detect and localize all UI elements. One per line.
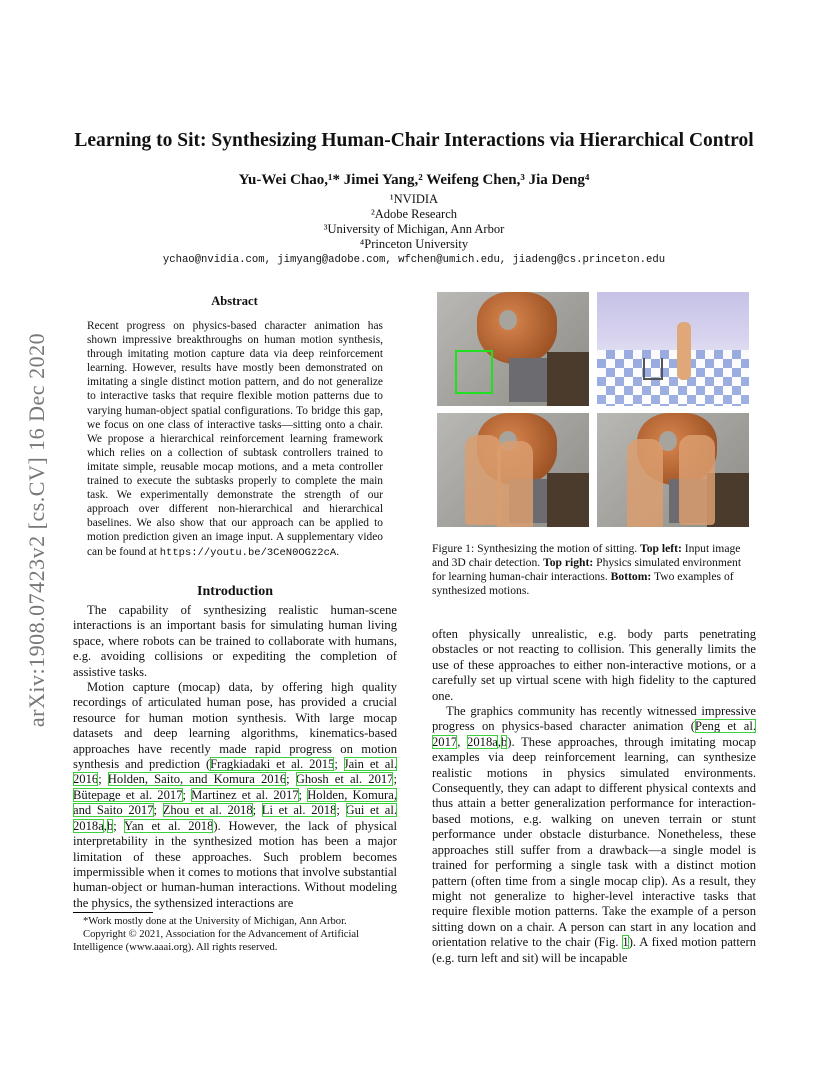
- simulated-humanoid: [677, 322, 691, 380]
- simulated-chair: [643, 358, 663, 380]
- affiliation-1: ¹NVIDIA: [389, 192, 439, 206]
- abstract-body: Recent progress on physics-based character animation has shown impressive breakthroughs on human motion synthesis, through imitating motion capture data via deep reinforcement learning. However, results have mostly been demonstrated on imitating a single distinct motion pattern, and do not generalize to interactive tasks that require flexible motion patterns due to varying human-object spatial configurations. To bridge this gap, we focus on one class of interactive tasks—sitting onto a chair. We propose a hierarchical reinforcement learning framework which relies on a collection of subtask controllers trained to imitate simple, reusable mocap motions, and a meta controller trained to execute the subtasks properly to complete the main task. We experimentally demonstrate the strength of our approach over different non-hierarchical and hierarchical baselines. We also show that our approach can be applied to motion prediction given an image input. A supplementary video can be found at https://youtu.be/3CeN0OGz2cA.: [87, 320, 383, 559]
- citation-link[interactable]: Bütepage et al. 2017: [73, 787, 183, 802]
- citation-link[interactable]: b: [106, 818, 114, 833]
- figure-panel-motion-1: [437, 413, 589, 527]
- footnote-rule: [73, 912, 153, 913]
- intro-paragraph-3: often physically unrealistic, e.g. body parts penetrating obstacles or not reacting to collision. This generally limits the use of these approaches to either non-interactive motions, or a carefully set up virtual scene with high fidelity to the captured one.: [432, 627, 756, 703]
- desk: [547, 473, 589, 527]
- synthesized-human: [627, 439, 663, 527]
- citation-link[interactable]: Holden, Saito, and Komura 2016: [107, 772, 287, 787]
- citation-link[interactable]: Holden, Komura, and Saito 2017: [73, 787, 397, 818]
- synthesized-human: [497, 441, 533, 527]
- citation-link[interactable]: Yan et al. 2018: [124, 818, 214, 833]
- intro-paragraph-2: Motion capture (mocap) data, by offering high quality recordings of articulated human pose, has provided a crucial resource for human motion synthesis. With large mocap datasets and deep learning algorithms, kinematics-based approaches have recently made rapid progress on motion synthesis and prediction (Fragkiadaki et al. 2015; Jain et al. 2016; Holden, Saito, and Komura 2016; Ghosh et al. 2017; Bütepage et al. 2017; Martinez et al. 2017; Holden, Komura, and Saito 2017; Zhou et al. 2018; Li et al. 2018; Gui et al. 2018a,b; Yan et al. 2018). However, the lack of physical interpretability in the synthesized motion has been a major limitation of these approaches. Such problem becomes impermissible when it comes to motions that involve substantial human-object or human-human interactions. Without modeling the physics, the sythensized interactions are: [73, 680, 398, 910]
- citation-link[interactable]: Jain et al. 2016: [73, 757, 397, 787]
- desk: [547, 352, 589, 406]
- citation-link[interactable]: Zhou et al. 2018: [162, 803, 253, 818]
- footnote-star: *Work mostly done at the University of Michigan, Ann Arbor.: [83, 916, 347, 927]
- citation-link[interactable]: Li et al. 2018: [261, 803, 337, 818]
- affiliation-4: ⁴Princeton University: [359, 237, 469, 251]
- intro-column-right: [432, 627, 756, 966]
- section-heading-introduction: Introduction: [197, 584, 273, 599]
- file-cabinet: [509, 358, 549, 402]
- author-emails: ychao@nvidia.com, jimyang@adobe.com, wfchen@umich.edu, jiadeng@cs.princeton.edu: [162, 254, 666, 266]
- synthesized-human: [465, 435, 501, 525]
- figure-panel-input-image: [437, 292, 589, 406]
- figure-panel-simulation: [597, 292, 749, 406]
- copyright-notice: Copyright © 2021, Association for the Advancement of Artificial Intelligence (www.aaai.org). All rights reserved.: [73, 929, 360, 953]
- affiliation-3: ³University of Michigan, Ann Arbor: [323, 222, 505, 236]
- citation-link[interactable]: Peng et al. 2017: [432, 719, 757, 749]
- synthesized-human: [679, 435, 715, 525]
- abstract-heading: Abstract: [211, 294, 258, 308]
- affiliation-2: ²Adobe Research: [370, 207, 457, 221]
- arxiv-sidebar-stamp: arXiv:1908.07423v2 [cs.CV] 16 Dec 2020: [24, 332, 49, 728]
- paper-title: Learning to Sit: Synthesizing Human-Chair Interactions via Hierarchical Control: [74, 130, 754, 151]
- video-link[interactable]: https://youtu.be/3CeN0OGz2cA: [159, 546, 337, 559]
- figure-1-caption: Figure 1: Synthesizing the motion of sitting. Top left: Input image and 3D chair detection. Top right: Physics simulated environment for learning human-chair interactions. Bottom: Two examples of synthesized motions.: [432, 542, 742, 597]
- figure-ref-link[interactable]: 1: [622, 935, 629, 950]
- author-list: Yu-Wei Chao,¹* Jimei Yang,² Weifeng Chen,³ Jia Deng⁴: [238, 172, 590, 188]
- citation-link[interactable]: Fragkiadaki et al. 2015: [210, 757, 335, 772]
- chair-detection-box: [455, 350, 493, 394]
- figure-1: [437, 292, 751, 528]
- citation-link[interactable]: Gui et al. 2018a: [73, 803, 398, 833]
- footnotes: [73, 915, 397, 954]
- intro-paragraph-1: The capability of synthesizing realistic human-scene interactions is an important basis for simulating human living space, where robots can be trained to collaborate with humans, e.g. avoiding collisions or expediting the completion of assistive tasks.: [73, 603, 397, 679]
- checkered-floor: [597, 350, 749, 406]
- citation-link[interactable]: Ghosh et al. 2017: [295, 772, 394, 787]
- intro-paragraph-4: The graphics community has recently witnessed impressive progress on physics-based character animation (Peng et al. 2017, 2018a,b). These approaches, through imitating mocap examples via deep reinforcement learning, can synthesize realistic motions in physics simulated environments. Consequently, they can adapt to different physical contexts and thus attain a better generalization performance for interaction-based motions, e.g. walking on uneven terrain or stunt performance under obstacle disturbance. Nonetheless, these approaches still suffer from a drawback—a single model is trained for performing a single task with a distinct motion pattern (often time from a single mocap clip). As a result, they might not generalize to higher-level interactive tasks that require flexible motion patterns. Take the example of a person sitting down on a chair. A person can start in any location and orientation relative to the chair (Fig. 1). A fixed motion pattern (e.g. turn left and sit) will be incapable: [432, 704, 757, 965]
- figure-panel-motion-2: [597, 413, 749, 527]
- citation-link[interactable]: b: [500, 734, 508, 749]
- citation-link[interactable]: Martinez et al. 2017: [191, 787, 299, 802]
- citation-link[interactable]: 2018a: [467, 734, 498, 749]
- intro-column-left: [73, 603, 397, 911]
